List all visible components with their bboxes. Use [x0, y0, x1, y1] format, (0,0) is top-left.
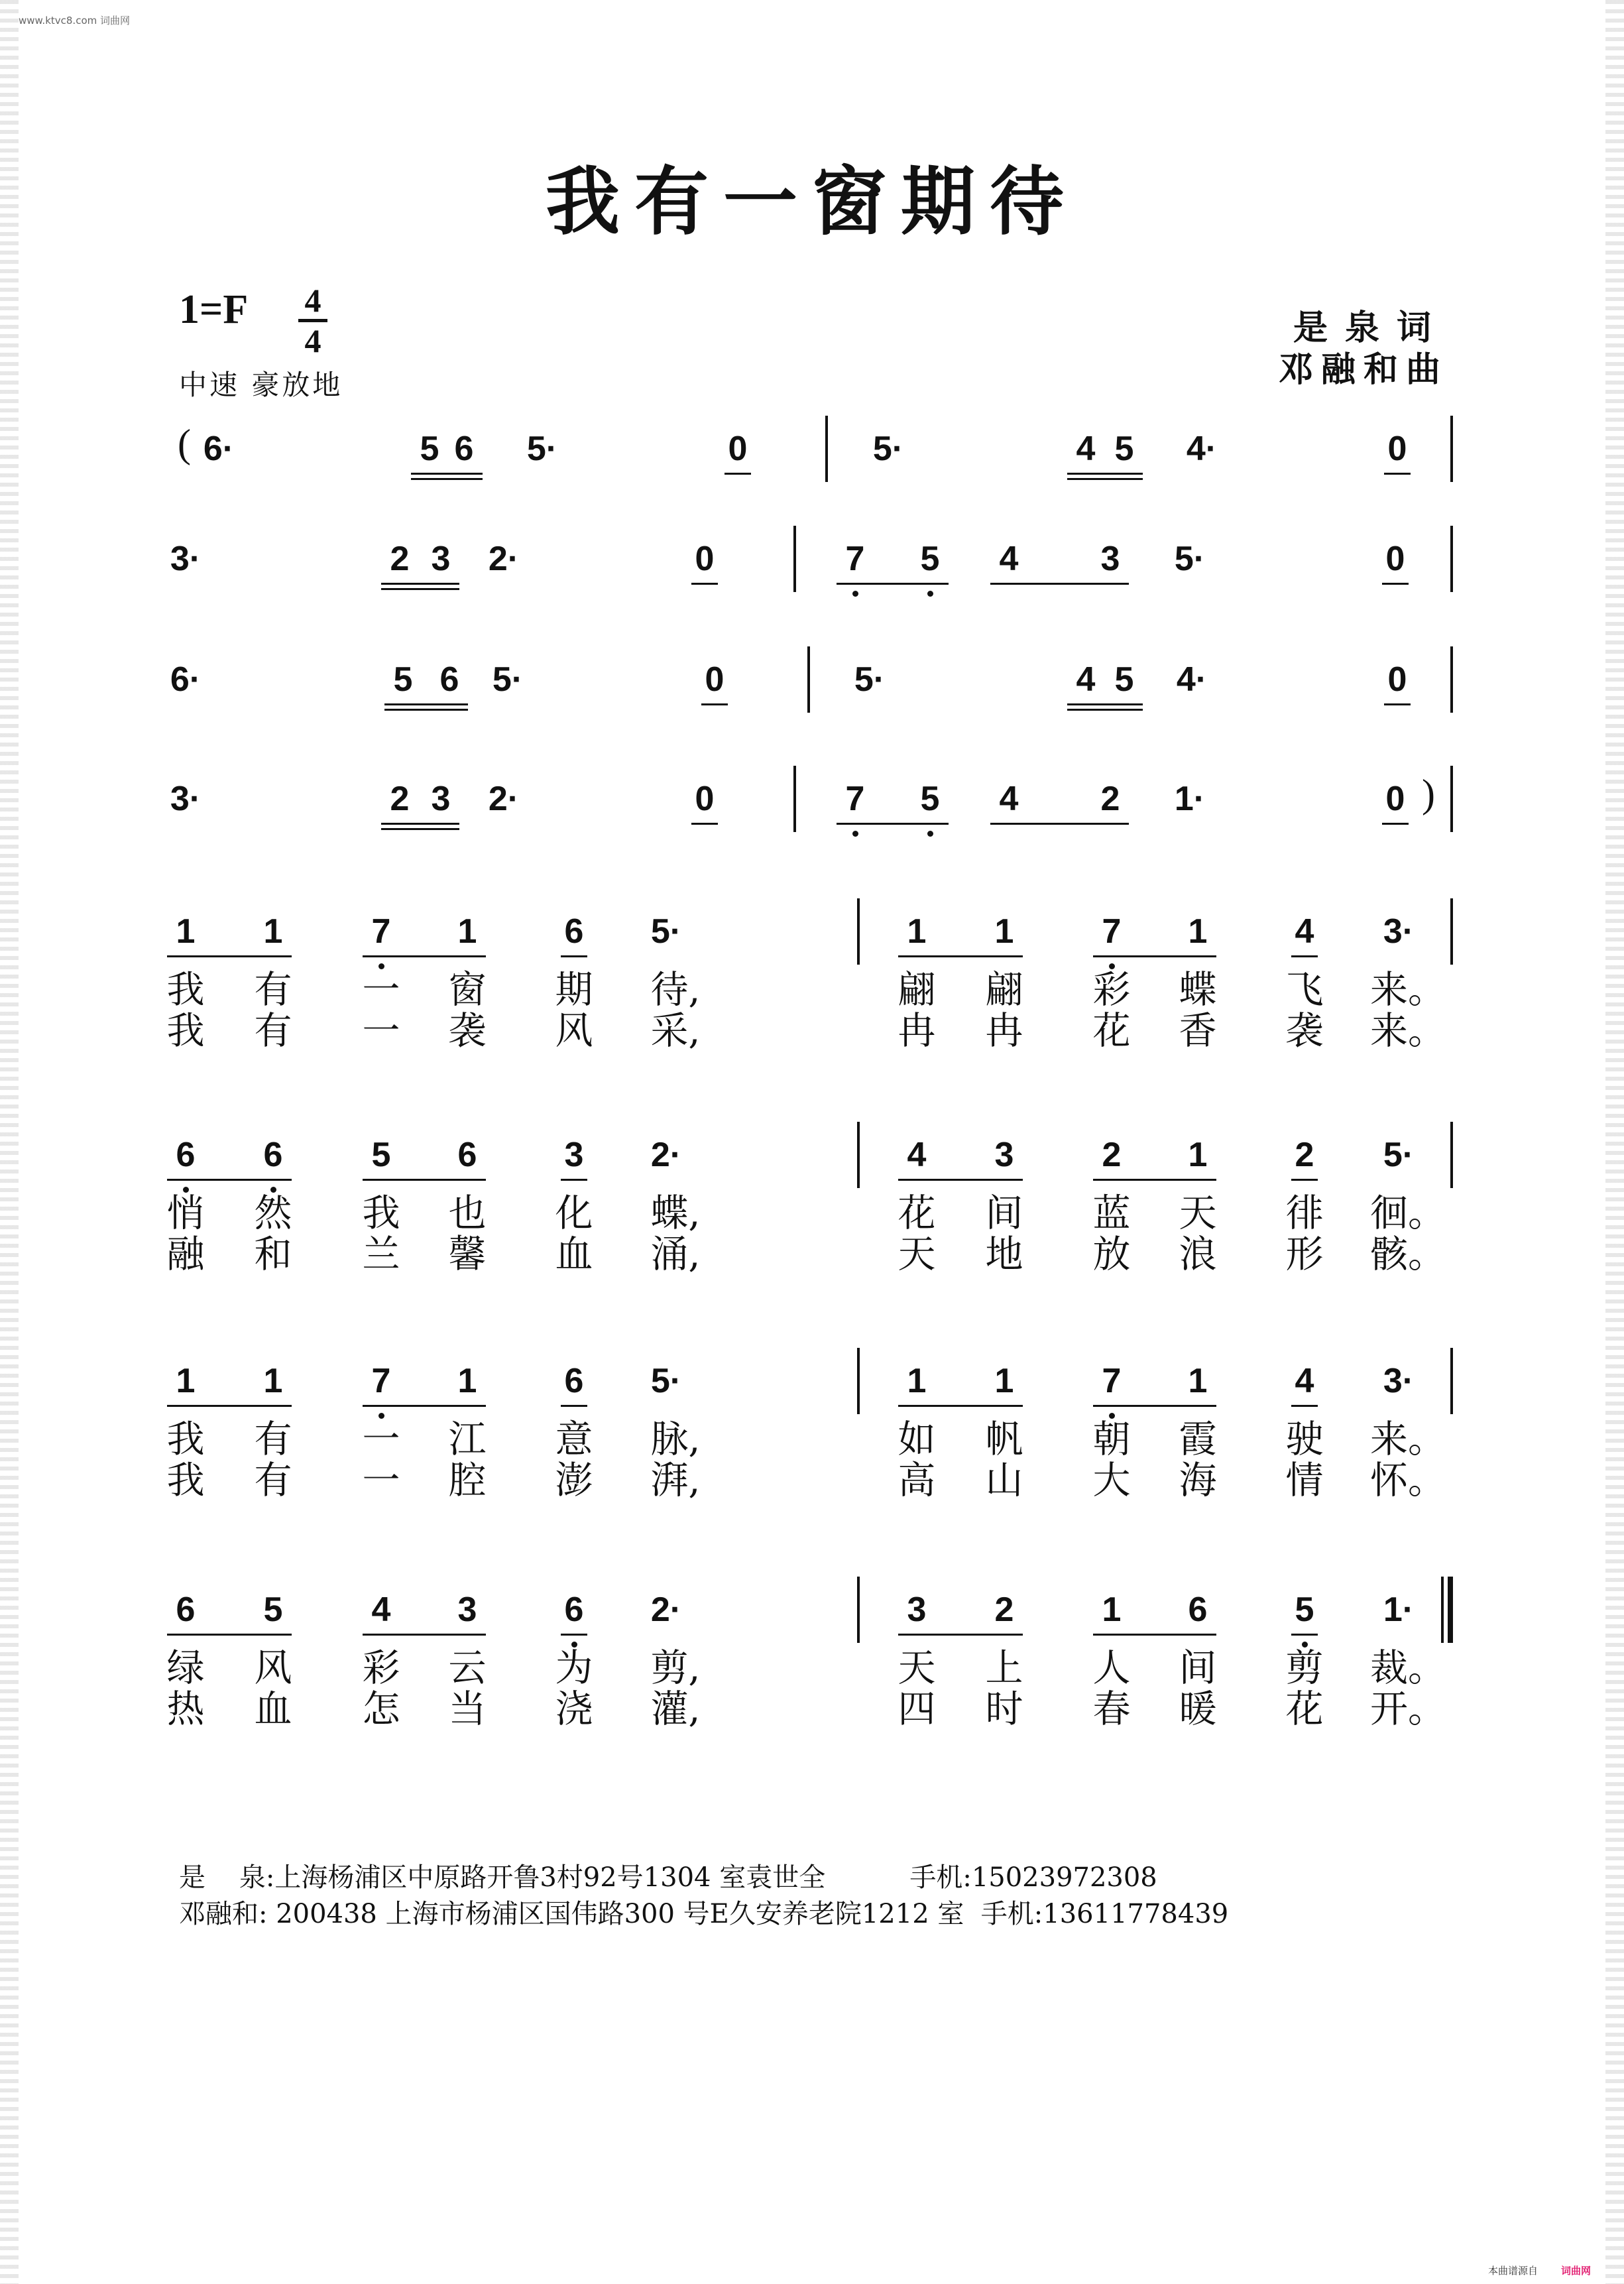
- lyric-verse-2: 袭: [1285, 1009, 1324, 1053]
- barline: [857, 1348, 860, 1414]
- lyric-verse-1: 翩: [985, 968, 1023, 1012]
- verse-note: 1: [457, 912, 477, 951]
- verse-note: 4: [1295, 912, 1314, 951]
- verse-note: 3·: [1383, 912, 1415, 951]
- eighth-underline: [1067, 473, 1143, 475]
- lyric-verse-1: 彩: [1092, 968, 1131, 1012]
- eighth-underline: [898, 955, 1023, 957]
- lyric-verse-1: 一: [362, 968, 400, 1012]
- lyric-verse-2: 腔: [448, 1459, 487, 1502]
- eighth-underline: [561, 1634, 587, 1636]
- eighth-underline: [1067, 703, 1143, 705]
- time-denominator: 4: [298, 319, 327, 359]
- key-signature: 1=F: [179, 287, 249, 332]
- verse-note: 5: [371, 1136, 391, 1174]
- intro-note: 3: [431, 780, 451, 818]
- right-margin-strip: [1605, 0, 1624, 2284]
- low-octave-dot: [852, 831, 858, 837]
- lyric-verse-1: 风: [254, 1646, 292, 1690]
- eighth-underline: [561, 1405, 587, 1407]
- lyric-verse-2: 大: [1092, 1459, 1131, 1502]
- open-paren: (: [178, 422, 191, 465]
- lyric-verse-1: 翩: [898, 968, 936, 1012]
- eighth-underline: [561, 1179, 587, 1181]
- low-octave-dot: [927, 831, 933, 837]
- lyric-verse-1: 窗: [448, 968, 487, 1012]
- intro-note: 5: [1114, 430, 1134, 468]
- lyric-verse-2: 采,: [650, 1009, 701, 1053]
- barline: [1450, 766, 1453, 832]
- lyric-verse-2: 情: [1285, 1459, 1324, 1502]
- verse-note: 4: [907, 1136, 927, 1174]
- intro-note: 5: [920, 540, 940, 578]
- lyric-verse-2: 一: [362, 1009, 400, 1053]
- verse-note: 3: [457, 1591, 477, 1629]
- lyric-verse-1: 徊。: [1370, 1191, 1446, 1235]
- barline: [1450, 1348, 1453, 1414]
- lyric-verse-2: 暖: [1179, 1687, 1217, 1731]
- lyric-verse-2: 澎: [555, 1459, 593, 1502]
- lyric-verse-2: 有: [254, 1459, 292, 1502]
- verse-note: 7: [1102, 1362, 1122, 1400]
- lyric-verse-1: 帆: [985, 1417, 1023, 1461]
- low-octave-dot: [927, 591, 933, 597]
- verse-note: 2·: [650, 1136, 682, 1174]
- lyric-verse-1: 待,: [650, 968, 701, 1012]
- verse-note: 6: [564, 912, 584, 951]
- rest-underline: [725, 473, 751, 475]
- rest-underline: [701, 703, 728, 705]
- lyric-verse-2: 和: [254, 1232, 292, 1276]
- verse-note: 6: [564, 1591, 584, 1629]
- intro-note: 4: [1076, 430, 1096, 468]
- barline: [1450, 646, 1453, 713]
- time-numerator: 4: [304, 282, 321, 319]
- intro-note: 2: [390, 540, 410, 578]
- verse-note: 1: [994, 912, 1014, 951]
- intro-note: 0: [1385, 540, 1405, 578]
- intro-note: 5·: [492, 660, 524, 699]
- intro-note: 5·: [526, 430, 558, 468]
- verse-note: 6: [1188, 1591, 1208, 1629]
- lyric-verse-2: 馨: [448, 1232, 487, 1276]
- intro-note: 6·: [170, 660, 202, 699]
- verse-note: 7: [1102, 912, 1122, 951]
- verse-note: 3: [994, 1136, 1014, 1174]
- eighth-underline: [990, 823, 1129, 825]
- lyric-verse-2: 浇: [555, 1687, 593, 1731]
- lyric-verse-1: 霞: [1179, 1417, 1217, 1461]
- eighth-underline: [1093, 1405, 1216, 1407]
- lyric-verse-1: 来。: [1370, 1417, 1446, 1461]
- eighth-underline: [837, 823, 949, 825]
- rest-underline: [1384, 703, 1411, 705]
- lyric-verse-1: 然: [254, 1191, 292, 1235]
- lyric-verse-2: 有: [254, 1009, 292, 1053]
- lyric-verse-2: 开。: [1370, 1687, 1446, 1731]
- lyric-verse-1: 驶: [1285, 1417, 1324, 1461]
- verse-note: 6: [176, 1591, 196, 1629]
- eighth-underline: [363, 955, 486, 957]
- lyric-verse-2: 四: [898, 1687, 936, 1731]
- sixteenth-underline: [1067, 709, 1143, 711]
- left-margin-strip: [0, 0, 19, 2284]
- intro-note: 2·: [488, 780, 520, 818]
- intro-note: 4: [1076, 660, 1096, 699]
- lyric-verse-1: 上: [985, 1646, 1023, 1690]
- verse-note: 1: [1102, 1591, 1122, 1629]
- verse-note: 1: [907, 1362, 927, 1400]
- verse-note: 7: [371, 1362, 391, 1400]
- lyric-verse-1: 一: [362, 1417, 400, 1461]
- site-logo: 词曲网: [1560, 2265, 1591, 2277]
- rest-underline: [691, 823, 718, 825]
- lyric-verse-1: 云: [448, 1646, 487, 1690]
- lyric-verse-1: 化: [555, 1191, 593, 1235]
- lyric-verse-1: 天: [898, 1646, 936, 1690]
- verse-note: 5·: [650, 912, 682, 951]
- eighth-underline: [167, 1179, 292, 1181]
- verse-note: 3: [907, 1591, 927, 1629]
- close-paren: ): [1422, 772, 1435, 815]
- lyric-verse-1: 也: [448, 1191, 487, 1235]
- barline: [825, 416, 828, 482]
- lyric-verse-1: 有: [254, 1417, 292, 1461]
- verse-note: 5·: [650, 1362, 682, 1400]
- eighth-underline: [1291, 955, 1318, 957]
- lyric-verse-1: 朝: [1092, 1417, 1131, 1461]
- lyric-verse-2: 香: [1179, 1009, 1217, 1053]
- verse-note: 2: [1102, 1136, 1122, 1174]
- verse-note: 1: [263, 1362, 283, 1400]
- lyric-verse-1: 来。: [1370, 968, 1446, 1012]
- intro-note: 2·: [488, 540, 520, 578]
- intro-note: 5·: [872, 430, 904, 468]
- intro-note: 0: [695, 780, 715, 818]
- rest-underline: [1384, 473, 1411, 475]
- lyricist-credit: 是泉词: [1293, 308, 1448, 348]
- eighth-underline: [167, 955, 292, 957]
- source-note: 本曲谱源自: [1487, 2265, 1538, 2277]
- lyric-verse-1: 人: [1092, 1646, 1131, 1690]
- lyric-verse-2: 血: [555, 1232, 593, 1276]
- lyric-verse-2: 地: [985, 1232, 1023, 1276]
- lyric-verse-1: 彩: [362, 1646, 400, 1690]
- lyric-verse-1: 期: [555, 968, 593, 1012]
- barline: [857, 1577, 860, 1643]
- lyric-verse-2: 放: [1092, 1232, 1131, 1276]
- lyric-verse-1: 飞: [1285, 968, 1324, 1012]
- eighth-underline: [411, 473, 483, 475]
- lyric-verse-2: 时: [985, 1687, 1023, 1731]
- site-header: www.ktvc8.com 词曲网: [19, 15, 131, 27]
- contact-line-2: 邓融和: 200438 上海市杨浦区国伟路300 号E久安养老院1212 室 手机:13611778439: [179, 1899, 1229, 1929]
- intro-note: 7: [845, 780, 865, 818]
- eighth-underline: [167, 1634, 292, 1636]
- contact-line-1: 是 泉:上海杨浦区中原路开鲁3村92号1304 室袁世全 手机:15023972308: [179, 1862, 1157, 1893]
- verse-note: 5: [263, 1591, 283, 1629]
- barline: [793, 526, 796, 592]
- intro-note: 4·: [1186, 430, 1218, 468]
- barline: [1450, 416, 1453, 482]
- verse-note: 1: [994, 1362, 1014, 1400]
- eighth-underline: [1093, 955, 1216, 957]
- low-octave-dot: [852, 591, 858, 597]
- lyric-verse-1: 我: [166, 968, 205, 1012]
- eighth-underline: [381, 823, 459, 825]
- lyric-verse-2: 天: [898, 1232, 936, 1276]
- lyric-verse-2: 风: [555, 1009, 593, 1053]
- lyric-verse-1: 有: [254, 968, 292, 1012]
- lyric-verse-2: 当: [448, 1687, 487, 1731]
- sixteenth-underline: [381, 828, 459, 830]
- intro-note: 3: [1100, 540, 1120, 578]
- verse-note: 6: [457, 1136, 477, 1174]
- lyric-verse-2: 怎: [362, 1687, 400, 1731]
- composer-credit: 邓融和曲: [1278, 349, 1448, 390]
- lyric-verse-2: 我: [166, 1009, 205, 1053]
- lyric-verse-1: 意: [555, 1417, 593, 1461]
- verse-note: 6: [176, 1136, 196, 1174]
- verse-note: 3·: [1383, 1362, 1415, 1400]
- eighth-underline: [363, 1179, 486, 1181]
- intro-note: 0: [705, 660, 725, 699]
- verse-note: 1: [1188, 1362, 1208, 1400]
- verse-note: 1: [907, 912, 927, 951]
- lyric-verse-2: 融: [166, 1232, 205, 1276]
- lyric-verse-2: 热: [166, 1687, 205, 1731]
- lyric-verse-2: 袭: [448, 1009, 487, 1053]
- barline: [1450, 1122, 1453, 1188]
- verse-note: 2: [994, 1591, 1014, 1629]
- sixteenth-underline: [411, 478, 483, 480]
- lyric-verse-2: 涌,: [650, 1232, 701, 1276]
- eighth-underline: [990, 583, 1129, 585]
- verse-note: 6: [263, 1136, 283, 1174]
- lyric-verse-1: 绿: [166, 1646, 205, 1690]
- rest-underline: [1382, 823, 1409, 825]
- lyric-verse-2: 春: [1092, 1687, 1131, 1731]
- intro-note: 2: [390, 780, 410, 818]
- barline: [857, 1122, 860, 1188]
- intro-note: 3·: [170, 780, 202, 818]
- lyric-verse-1: 蝶,: [650, 1191, 701, 1235]
- sixteenth-underline: [1067, 478, 1143, 480]
- verse-note: 2: [1295, 1136, 1314, 1174]
- intro-note: 0: [728, 430, 748, 468]
- final-barline-thick: [1448, 1577, 1453, 1643]
- intro-note: 3: [431, 540, 451, 578]
- verse-note: 3: [564, 1136, 584, 1174]
- lyric-verse-1: 徘: [1285, 1191, 1324, 1235]
- verse-note: 1: [176, 1362, 196, 1400]
- verse-note: 4: [1295, 1362, 1314, 1400]
- intro-note: 0: [695, 540, 715, 578]
- sixteenth-underline: [384, 709, 468, 711]
- lyric-verse-1: 江: [448, 1417, 487, 1461]
- barline: [857, 898, 860, 965]
- intro-note: 5: [920, 780, 940, 818]
- eighth-underline: [898, 1405, 1023, 1407]
- lyric-verse-2: 山: [985, 1459, 1023, 1502]
- lyric-verse-1: 剪,: [650, 1646, 701, 1690]
- verse-note: 4: [371, 1591, 391, 1629]
- lyric-verse-2: 花: [1285, 1687, 1324, 1731]
- verse-note: 1: [176, 912, 196, 951]
- intro-note: 6: [454, 430, 474, 468]
- intro-note: 4·: [1176, 660, 1208, 699]
- time-signature: [298, 282, 327, 359]
- eighth-underline: [384, 703, 468, 705]
- verse-note: 5·: [1383, 1136, 1415, 1174]
- intro-note: 1·: [1174, 780, 1206, 818]
- song-title: 我有一窗期待: [546, 158, 1078, 245]
- eighth-underline: [561, 955, 587, 957]
- lyric-verse-2: 海: [1179, 1459, 1217, 1502]
- lyric-verse-2: 来。: [1370, 1009, 1446, 1053]
- eighth-underline: [898, 1634, 1023, 1636]
- eighth-underline: [363, 1405, 486, 1407]
- lyric-verse-1: 我: [362, 1191, 400, 1235]
- intro-note: 5·: [854, 660, 886, 699]
- intro-note: 7: [845, 540, 865, 578]
- verse-note: 1: [263, 912, 283, 951]
- eighth-underline: [1093, 1634, 1216, 1636]
- lyric-verse-1: 蓝: [1092, 1191, 1131, 1235]
- lyric-verse-1: 脉,: [650, 1417, 701, 1461]
- barline: [1450, 526, 1453, 592]
- lyric-verse-2: 灌,: [650, 1687, 701, 1731]
- verse-note: 1·: [1383, 1591, 1415, 1629]
- intro-note: 6·: [203, 430, 235, 468]
- lyric-verse-1: 蝶: [1179, 968, 1217, 1012]
- intro-note: 4: [999, 540, 1019, 578]
- barline: [1450, 898, 1453, 965]
- eighth-underline: [1093, 1179, 1216, 1181]
- eighth-underline: [1291, 1179, 1318, 1181]
- lyric-verse-2: 形: [1285, 1232, 1324, 1276]
- verse-note: 1: [1188, 1136, 1208, 1174]
- lyric-verse-2: 冉: [898, 1009, 936, 1053]
- lyric-verse-2: 高: [898, 1459, 936, 1502]
- verse-note: 7: [371, 912, 391, 951]
- lyric-verse-2: 骸。: [1370, 1232, 1446, 1276]
- intro-note: 2: [1100, 780, 1120, 818]
- eighth-underline: [898, 1179, 1023, 1181]
- lyric-verse-1: 天: [1179, 1191, 1217, 1235]
- lyric-verse-2: 我: [166, 1459, 205, 1502]
- verse-note: 1: [1188, 912, 1208, 951]
- lyric-verse-1: 如: [898, 1417, 936, 1461]
- verse-note: 5: [1295, 1591, 1314, 1629]
- lyric-verse-2: 浪: [1179, 1232, 1217, 1276]
- lyric-verse-1: 裁。: [1370, 1646, 1446, 1690]
- lyric-verse-2: 血: [254, 1687, 292, 1731]
- lyric-verse-2: 湃,: [650, 1459, 701, 1502]
- intro-note: 4: [999, 780, 1019, 818]
- eighth-underline: [167, 1405, 292, 1407]
- lyric-verse-1: 为: [555, 1646, 593, 1690]
- eighth-underline: [1291, 1405, 1318, 1407]
- intro-note: 0: [1387, 430, 1407, 468]
- rest-underline: [1382, 583, 1409, 585]
- eighth-underline: [363, 1634, 486, 1636]
- lyric-verse-1: 剪: [1285, 1646, 1324, 1690]
- lyric-verse-2: 花: [1092, 1009, 1131, 1053]
- lyric-verse-2: 兰: [362, 1232, 400, 1276]
- intro-note: 5: [420, 430, 439, 468]
- intro-note: 0: [1387, 660, 1407, 699]
- eighth-underline: [381, 583, 459, 585]
- lyric-verse-1: 悄: [166, 1191, 205, 1235]
- verse-note: 2·: [650, 1591, 682, 1629]
- rest-underline: [691, 583, 718, 585]
- lyric-verse-1: 花: [898, 1191, 936, 1235]
- lyric-verse-2: 冉: [985, 1009, 1023, 1053]
- intro-note: 6: [439, 660, 459, 699]
- lyric-verse-1: 间: [1179, 1646, 1217, 1690]
- intro-note: 5·: [1174, 540, 1206, 578]
- intro-note: 5: [1114, 660, 1134, 699]
- eighth-underline: [837, 583, 949, 585]
- lyric-verse-2: 怀。: [1370, 1459, 1446, 1502]
- verse-note: 6: [564, 1362, 584, 1400]
- verse-note: 1: [457, 1362, 477, 1400]
- intro-note: 0: [1385, 780, 1405, 818]
- lyric-verse-1: 我: [166, 1417, 205, 1461]
- intro-note: 5: [393, 660, 413, 699]
- final-barline-thin: [1441, 1577, 1444, 1643]
- lyric-verse-1: 间: [985, 1191, 1023, 1235]
- tempo-marking: 中速 豪放地: [179, 369, 343, 401]
- sixteenth-underline: [381, 588, 459, 590]
- barline: [793, 766, 796, 832]
- eighth-underline: [1291, 1634, 1318, 1636]
- lyric-verse-2: 一: [362, 1459, 400, 1502]
- intro-note: 3·: [170, 540, 202, 578]
- barline: [807, 646, 810, 713]
